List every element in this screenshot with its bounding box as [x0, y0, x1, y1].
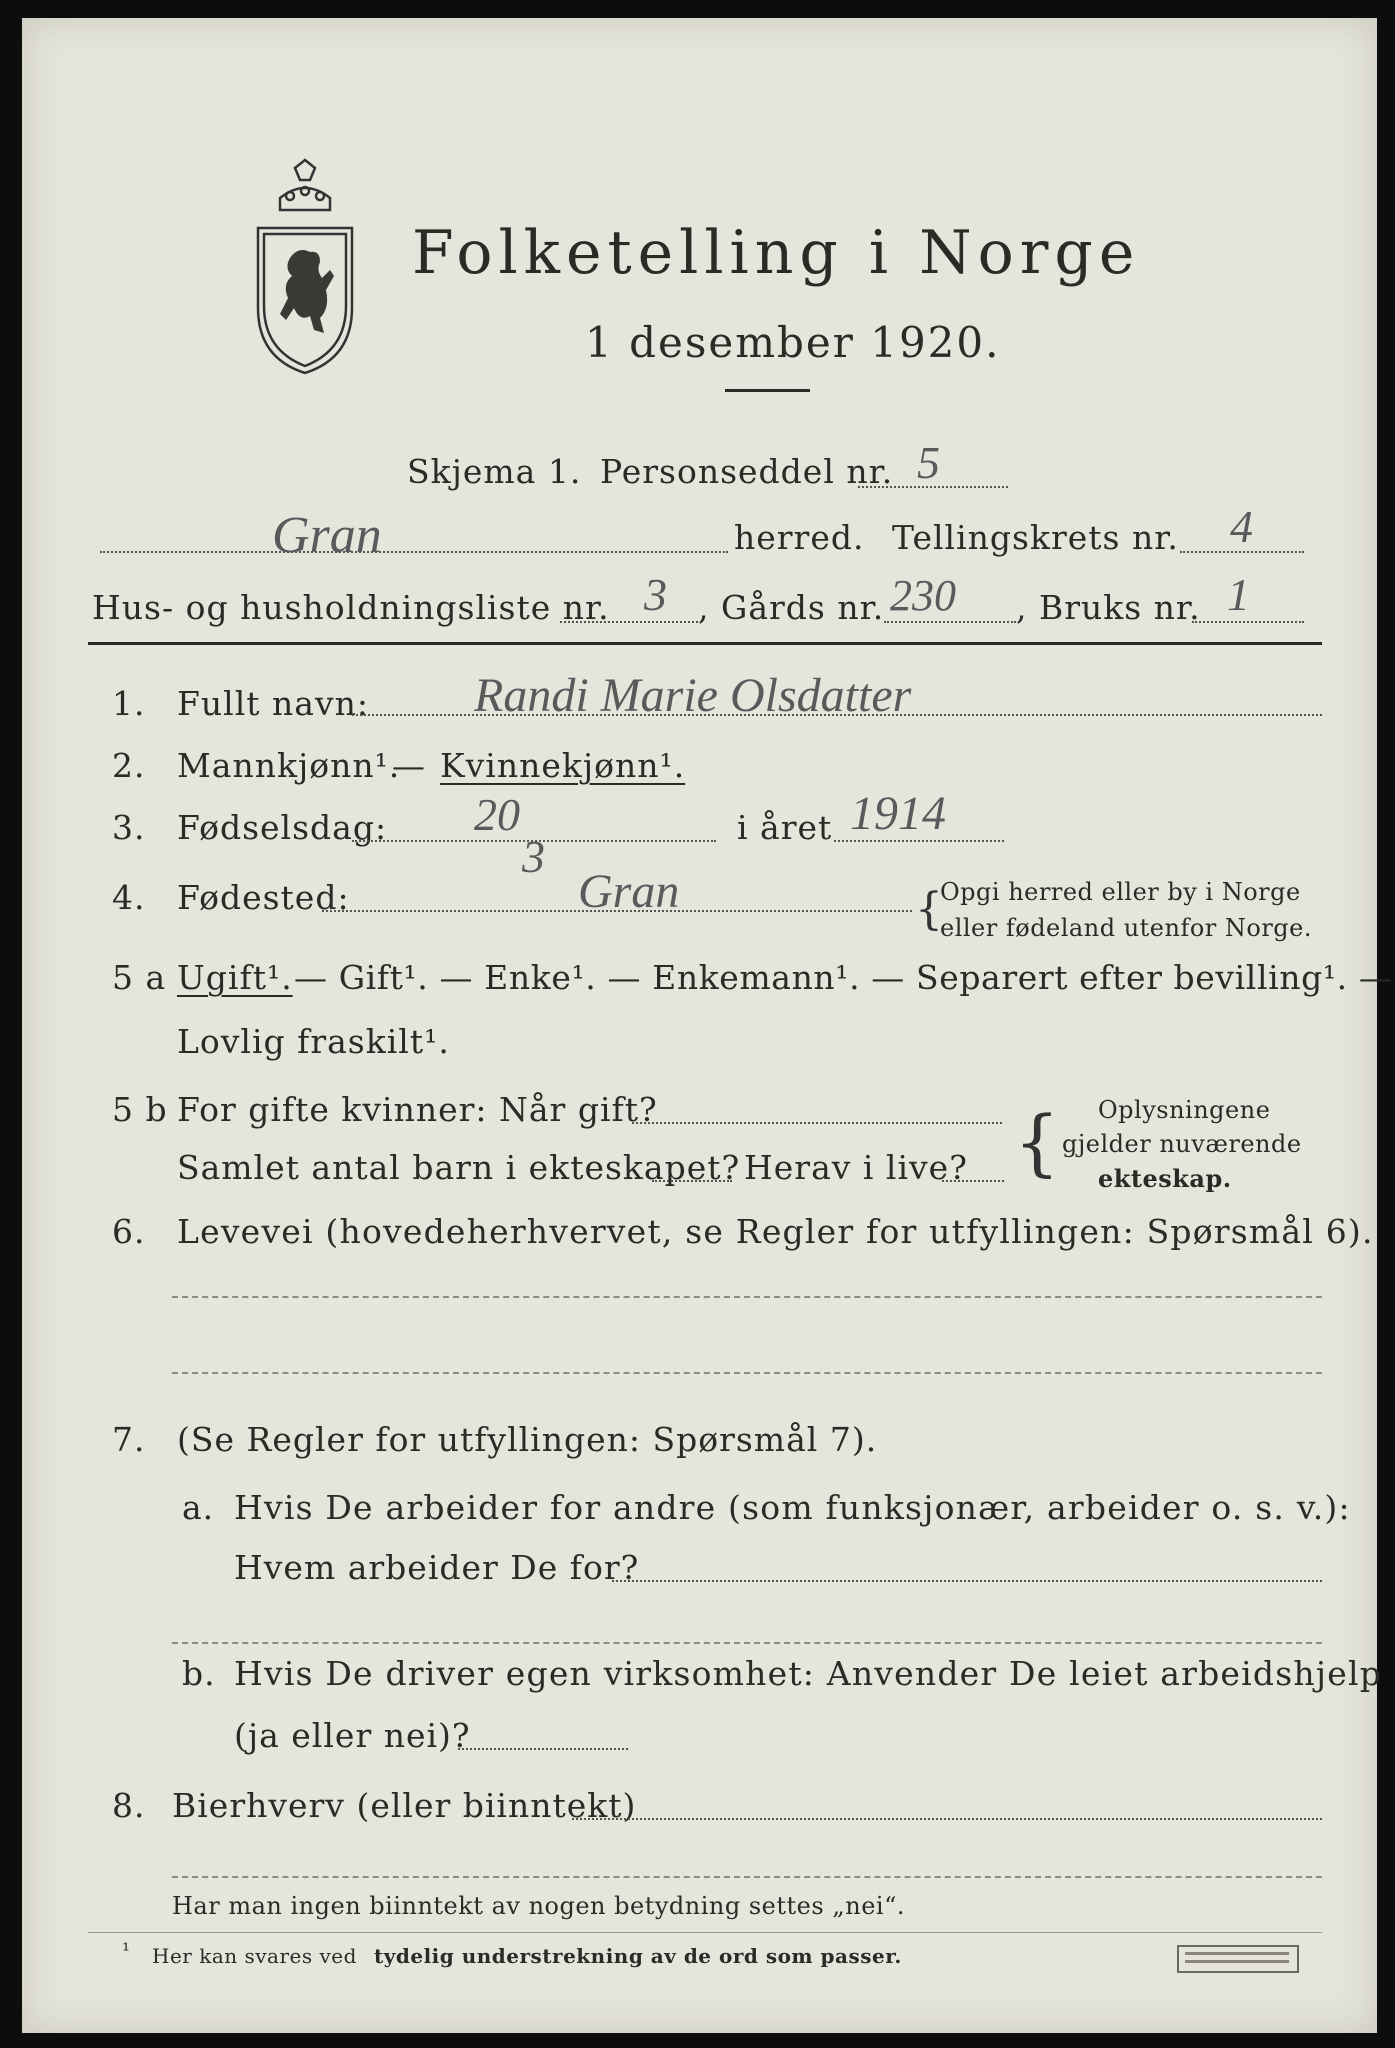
q8-label: Bierhverv (eller biinntekt) — [172, 1786, 637, 1825]
q5b-alive-field[interactable] — [942, 1180, 1004, 1182]
q7a-field[interactable] — [612, 1580, 1322, 1582]
q4-note-line2: eller fødeland utenfor Norge. — [940, 914, 1313, 942]
q4-label: Fødested: — [177, 878, 350, 917]
q5b-note-line1: Oplysningene — [1098, 1096, 1271, 1124]
q7b-line2: (ja eller nei)? — [234, 1716, 471, 1755]
q1-number: 1. — [112, 684, 146, 723]
q4-value: Gran — [578, 865, 680, 918]
herred-value: Gran — [272, 507, 382, 564]
norway-lion-coat-of-arms-icon — [250, 158, 360, 378]
q5a-fraskilt-option[interactable]: Lovlig fraskilt¹. — [177, 1022, 450, 1061]
q3-number: 3. — [112, 808, 146, 847]
q7b-field[interactable] — [458, 1748, 628, 1750]
tellingskrets-value: 4 — [1230, 501, 1253, 552]
q3-year-value: 1914 — [850, 787, 946, 840]
q6-number: 6. — [112, 1212, 146, 1251]
title-divider — [725, 389, 810, 392]
gards-value: 230 — [890, 571, 956, 620]
husliste-label: Hus- og husholdningsliste nr. — [92, 588, 610, 627]
q2-male-option[interactable]: Mannkjønn¹. — [177, 746, 401, 785]
q1-value: Randi Marie Olsdatter — [474, 669, 912, 722]
q7-label: (Se Regler for utfyllingen: Spørsmål 7). — [177, 1420, 878, 1459]
q7-number: 7. — [112, 1420, 146, 1459]
q6-answer-line-1[interactable] — [172, 1296, 1322, 1298]
census-form — [22, 18, 1393, 2033]
q5b-number: 5 b — [112, 1090, 168, 1129]
gards-label: , Gårds nr. — [698, 588, 885, 627]
q3-year-label: i året — [737, 808, 833, 847]
q2-separator: — — [392, 746, 426, 785]
tellingskrets-label: Tellingskrets nr. — [892, 518, 1179, 557]
skjema-label: Skjema 1. — [407, 452, 582, 491]
printer-stamp-icon — [1177, 1945, 1299, 1973]
personseddel-value: 5 — [917, 437, 940, 488]
husliste-value: 3 — [644, 569, 667, 620]
q7a-line1: Hvis De arbeider for andre (som funksjonær, arbeider o. s. v.): — [234, 1488, 1351, 1527]
q7b-letter: b. — [182, 1654, 216, 1693]
q5b-note-line3: ekteskap. — [1098, 1164, 1232, 1193]
q6-label: Levevei (hovedeherhvervet, se Regler for utfyllingen: Spørsmål 6). — [177, 1212, 1374, 1251]
q5b-children-field[interactable] — [652, 1180, 732, 1182]
q7a-answer-line[interactable] — [172, 1642, 1322, 1644]
q4-number: 4. — [112, 878, 146, 917]
personseddel-label: Personseddel nr. — [600, 452, 894, 491]
q2-number: 2. — [112, 746, 146, 785]
form-date: 1 desember 1920. — [585, 318, 1001, 367]
q5b-alive-label: Herav i live? — [744, 1148, 968, 1187]
q8-field[interactable] — [572, 1818, 1322, 1820]
q5b-when-married-field[interactable] — [632, 1122, 1002, 1124]
q5b-children-label: Samlet antal barn i ekteskapet? — [177, 1148, 741, 1187]
q7b-line1: Hvis De driver egen virksomhet: Anvender De leiet arbeidshjelp — [234, 1654, 1383, 1693]
form-title: Folketelling i Norge — [412, 218, 1141, 288]
husliste-field[interactable] — [560, 621, 698, 623]
footnote-separator — [88, 1932, 1322, 1933]
bruks-label: , Bruks nr. — [1016, 588, 1201, 627]
header-separator — [88, 642, 1322, 645]
q5b-when-married-label: For gifte kvinner: Når gift? — [177, 1090, 658, 1129]
nei-instruction: Har man ingen biinntekt av nogen betydning settes „nei“. — [172, 1892, 905, 1920]
herred-label: herred. — [734, 518, 865, 557]
footnote-text-bold: tydelig understrekning av de ord som passer. — [374, 1944, 902, 1968]
q6-answer-line-2[interactable] — [172, 1372, 1322, 1374]
q4-note-brace: { — [915, 884, 943, 935]
q8-answer-line[interactable] — [172, 1876, 1322, 1878]
q7a-line2: Hvem arbeider De for? — [234, 1548, 640, 1587]
q7a-letter: a. — [182, 1488, 215, 1527]
q5a-other-options[interactable]: — Gift¹. — Enke¹. — Enkemann¹. — Separert efter bevilling¹. — — [294, 958, 1393, 997]
q3-day-value: 20 — [474, 789, 520, 840]
q3-month-value: 3 — [522, 831, 545, 882]
q2-female-option[interactable]: Kvinnekjønn¹. — [440, 746, 686, 785]
q5a-ugift-option[interactable]: Ugift¹. — [177, 958, 293, 997]
q4-note-line1: Opgi herred eller by i Norge — [940, 878, 1301, 906]
q8-number: 8. — [112, 1786, 146, 1825]
footnote-mark: ¹ — [122, 1938, 131, 1962]
bruks-field[interactable] — [1192, 621, 1304, 623]
footnote-text: Her kan svares ved — [152, 1944, 357, 1968]
q5a-number: 5 a — [112, 958, 167, 997]
q1-label: Fullt navn: — [177, 684, 369, 723]
q5b-note-brace: { — [1014, 1100, 1060, 1184]
gards-field[interactable] — [884, 621, 1016, 623]
bruks-value: 1 — [1227, 569, 1250, 620]
herred-field[interactable] — [100, 551, 728, 553]
q5b-note-line2: gjelder nuværende — [1062, 1130, 1302, 1158]
q3-label: Fødselsdag: — [177, 808, 388, 847]
